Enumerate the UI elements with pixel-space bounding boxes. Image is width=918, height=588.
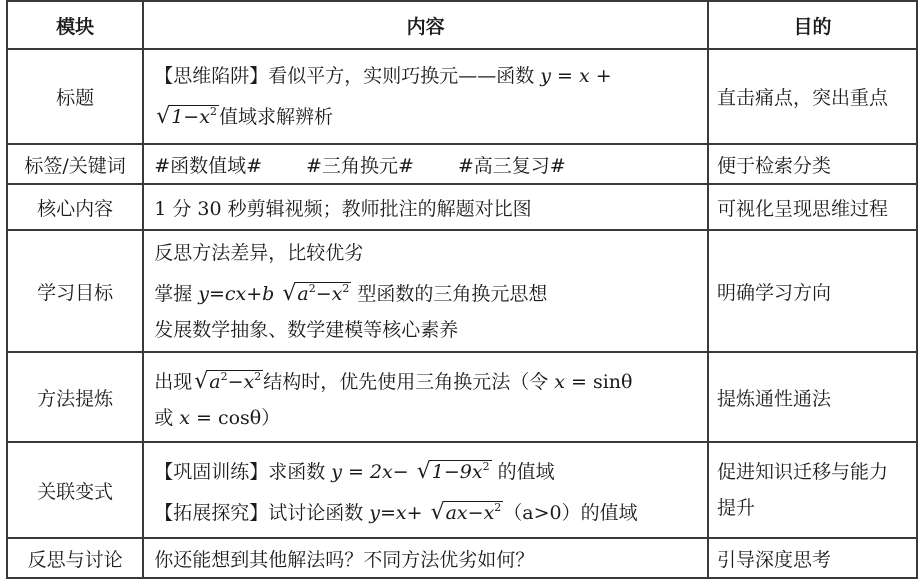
row-goals bbox=[7, 230, 917, 352]
content-cell: 1 分 30 秒剪辑视频；教师批注的解题对比图 bbox=[143, 184, 708, 230]
text: 【思维陷阱】看似平方，实则巧换元——函数 bbox=[154, 65, 541, 87]
header-module: 模块 bbox=[7, 1, 143, 49]
row-reflect bbox=[7, 538, 917, 578]
sqrt-expression: $√ax-x^2$ bbox=[430, 500, 502, 525]
row-core bbox=[7, 184, 917, 230]
purpose-cell: 提炼通性通法 bbox=[708, 352, 917, 442]
lesson-design-table bbox=[6, 0, 918, 579]
purpose-cell: 引导深度思考 bbox=[708, 538, 917, 578]
content-line: 【拓展探究】试讨论函数 $y=x+ √ax-x^2$ （a>0）的值域 bbox=[154, 490, 701, 531]
purpose-line: 促进知识迁移与能力 bbox=[716, 461, 888, 483]
header-content: 内容 bbox=[143, 1, 708, 49]
content-line bbox=[154, 58, 701, 94]
row-tags bbox=[7, 144, 917, 184]
text: 型函数的三角换元思想 bbox=[351, 282, 548, 305]
module-cell: 核心内容 bbox=[7, 184, 143, 230]
content-line bbox=[154, 271, 701, 312]
row-title bbox=[7, 49, 917, 144]
content-cell bbox=[143, 230, 708, 352]
row-variants bbox=[7, 442, 917, 538]
module-cell: 学习目标 bbox=[7, 230, 143, 352]
purpose-cell: 直击痛点，突出重点 bbox=[708, 49, 917, 144]
purpose-line: 提升 bbox=[716, 497, 755, 519]
content-line bbox=[154, 94, 701, 135]
purpose-cell: 便于检索分类 bbox=[708, 144, 917, 184]
text: 掌握 bbox=[154, 282, 199, 305]
module-cell: 标签/关键词 bbox=[7, 144, 143, 184]
text: 值域求解辨析 bbox=[218, 106, 333, 128]
content-cell bbox=[143, 352, 708, 442]
purpose-cell: 明确学习方向 bbox=[708, 230, 917, 352]
tag: #三角换元# bbox=[306, 154, 414, 177]
module-cell: 反思与讨论 bbox=[7, 538, 143, 578]
math: y = x + bbox=[540, 65, 612, 87]
content-line: 反思方法差异，比较优劣 bbox=[154, 241, 364, 264]
content-line: 或 x = cosθ） bbox=[154, 406, 281, 429]
header-purpose: 目的 bbox=[708, 1, 917, 49]
content-line: 出现$√a^2-x^2$ 结构时，优先使用三角换元法（令 x = sinθ bbox=[154, 359, 701, 400]
purpose-cell: 可视化呈现思维过程 bbox=[708, 184, 917, 230]
purpose-cell bbox=[708, 442, 917, 538]
content-cell bbox=[143, 144, 708, 184]
tag: #高三复习# bbox=[457, 154, 566, 177]
header-row bbox=[7, 1, 917, 49]
content-cell bbox=[143, 49, 708, 144]
sqrt-expression: $√1-x^2$ bbox=[156, 104, 217, 129]
content-line: 发展数学抽象、数学建模等核心素养 bbox=[154, 318, 459, 341]
content-cell: 你还能想到其他解法吗？不同方法优劣如何？ bbox=[143, 538, 708, 578]
math: y=cx+b bbox=[198, 282, 275, 305]
module-cell: 关联变式 bbox=[7, 442, 143, 538]
module-cell: 方法提炼 bbox=[7, 352, 143, 442]
sqrt-expression: $√a^2-x^2$ bbox=[282, 280, 350, 306]
sqrt-expression: $√1-9x^2$ bbox=[416, 459, 490, 484]
content-line: 【巩固训练】求函数 $y = 2x- √1-9x^2$ 的值域 bbox=[154, 449, 701, 490]
content-cell bbox=[143, 442, 708, 538]
tag: #函数值域# bbox=[154, 154, 263, 177]
row-method bbox=[7, 352, 917, 442]
module-cell: 标题 bbox=[7, 49, 143, 144]
sqrt-expression: $√a^2-x^2$ bbox=[194, 368, 262, 394]
